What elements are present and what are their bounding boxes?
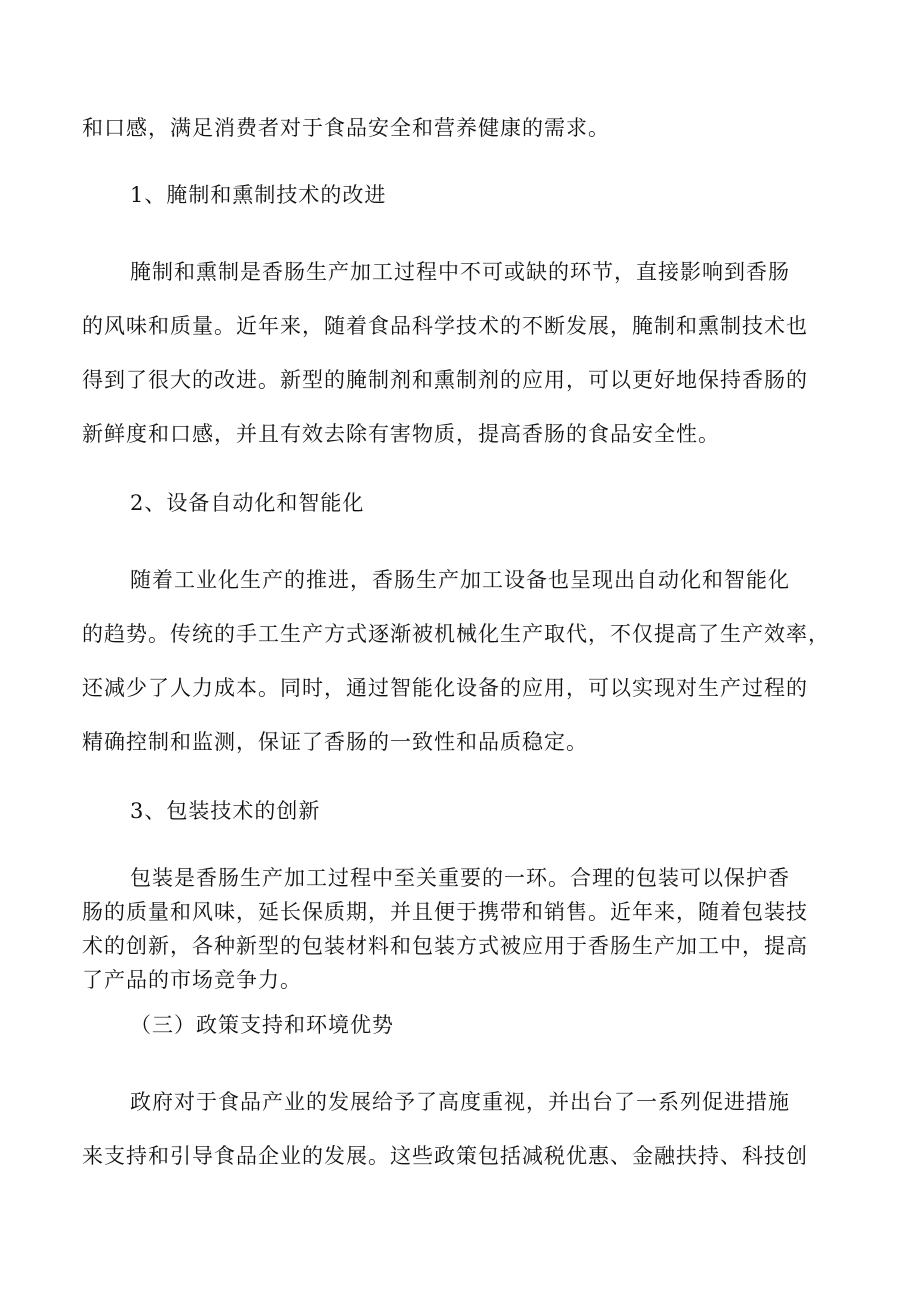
paragraph-line: 的趋势。传统的手工生产方式逐渐被机械化生产取代，不仅提高了生产效率， [82,622,830,646]
paragraph-line: 政府对于食品产业的发展给予了高度重视，并出台了一系列促进措施 [130,1090,790,1114]
paragraph-line: 了产品的市场竞争力。 [82,968,302,992]
section-1-paragraph [82,245,838,461]
paragraph-line: 还减少了人力成本。同时，通过智能化设备的应用，可以实现对生产过程的 [82,676,808,700]
section-4-paragraph [82,1075,838,1183]
paragraph-line: 来支持和引导食品企业的发展。这些政策包括减税优惠、金融扶持、科技创 [82,1144,808,1168]
paragraph-line: 腌制和熏制是香肠生产加工过程中不可或缺的环节，直接影响到香肠 [130,260,790,284]
paragraph-line: 精确控制和监测，保证了香肠的一致性和品质稳定。 [82,730,588,754]
paragraph-line: 随着工业化生产的推进，香肠生产加工设备也呈现出自动化和智能化 [130,568,790,592]
section-3-paragraph [82,861,838,997]
paragraph-line: 术的创新，各种新型的包装材料和包装方式被应用于香肠生产加工中，提高 [82,934,808,958]
paragraph-line: 得到了很大的改进。新型的腌制剂和熏制剂的应用，可以更好地保持香肠的 [82,368,808,392]
section-2-heading: 2、设备自动化和智能化 [130,491,365,515]
paragraph-line: 肠的质量和风味，延长保质期，并且便于携带和销售。近年来，随着包装技 [82,900,808,924]
section-3-heading: 3、包装技术的创新 [130,799,321,823]
paragraph-line: 新鲜度和口感，并且有效去除有害物质，提高香肠的食品安全性。 [82,422,720,446]
intro-line: 和口感，满足消费者对于食品安全和营养健康的需求。 [82,116,610,140]
paragraph-line: 的风味和质量。近年来，随着食品科学技术的不断发展，腌制和熏制技术也 [82,314,808,338]
section-4-heading: （三）政策支持和环境优势 [130,1013,394,1037]
paragraph-line: 包装是香肠生产加工过程中至关重要的一环。合理的包装可以保护香 [130,866,790,890]
section-2-paragraph [82,553,838,769]
section-1-heading: 1、腌制和熏制技术的改进 [130,183,387,207]
